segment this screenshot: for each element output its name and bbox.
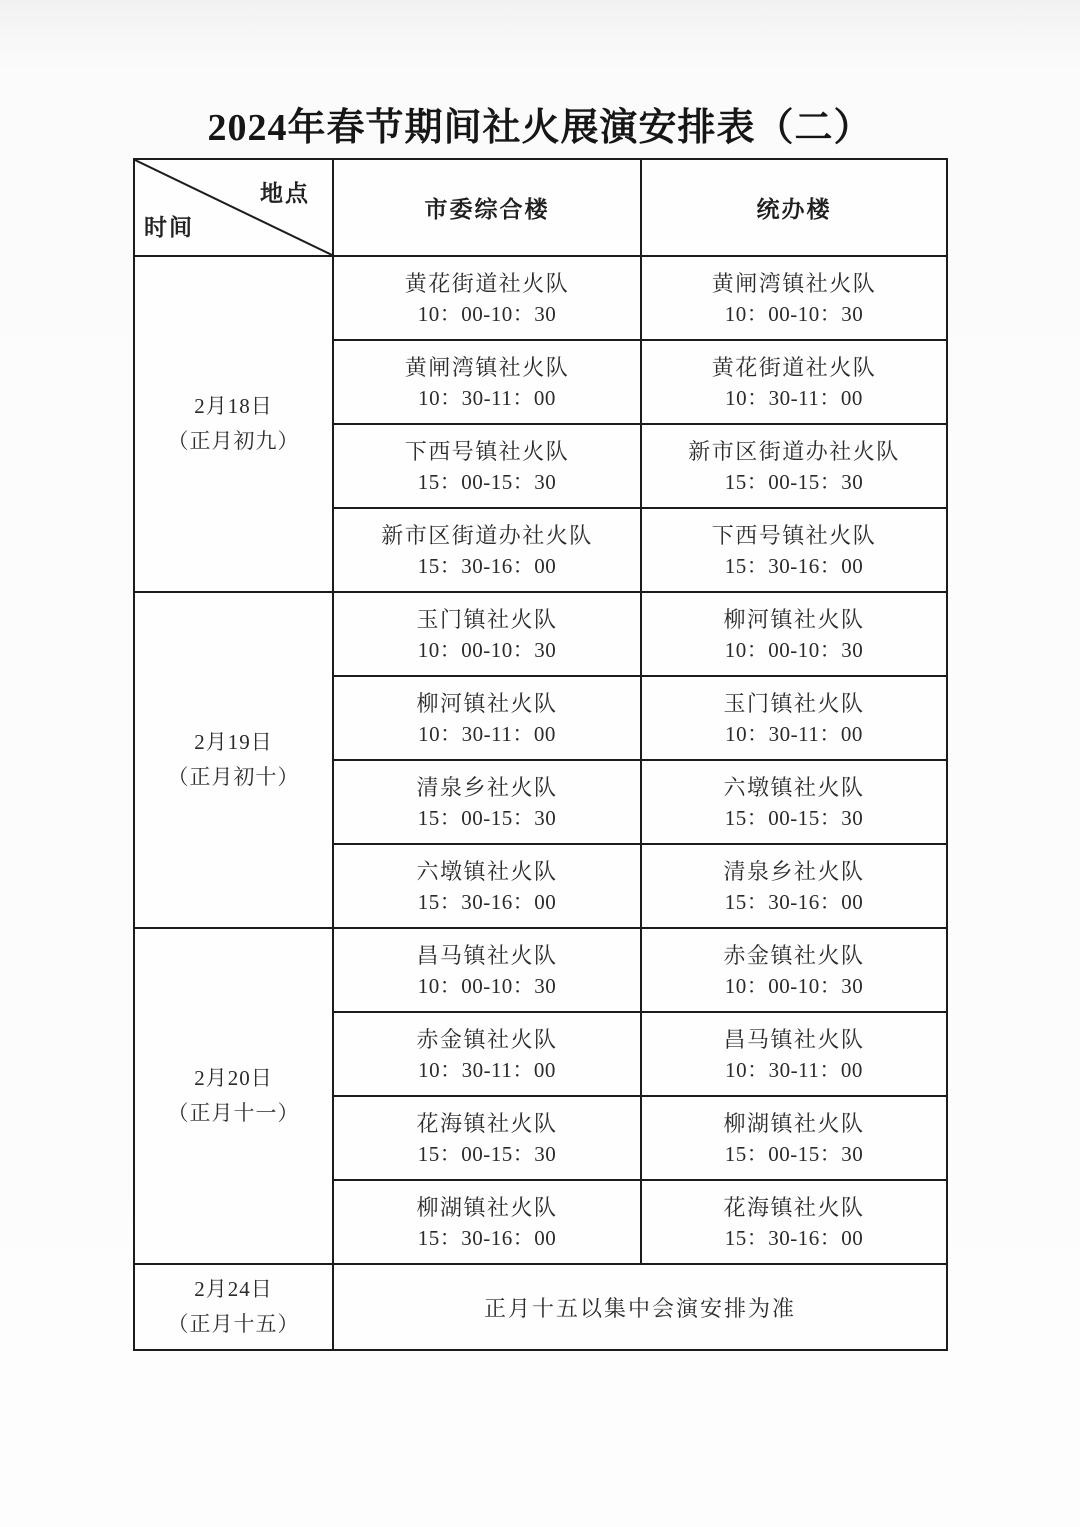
schedule-cell [333,1180,641,1264]
schedule-cell [333,256,641,340]
time-range: 10：00-10：30 [417,301,557,326]
schedule-cell [641,1096,947,1180]
team-name: 赤金镇社火队 [723,942,865,968]
time-range: 10：00-10：30 [417,637,557,662]
date-cell-feb19 [134,592,333,928]
team-name: 花海镇社火队 [416,1110,558,1136]
time-range: 15：00-15：30 [417,469,557,494]
team-name: 柳河镇社火队 [723,606,865,632]
schedule-cell [641,340,947,424]
team-name: 柳湖镇社火队 [723,1110,865,1136]
team-name: 柳河镇社火队 [416,690,558,716]
header-row [134,159,947,256]
schedule-cell [333,760,641,844]
corner-cell [134,159,333,256]
corner-label-place: 地点 [260,180,310,206]
date-cell-feb18 [134,256,333,592]
date-cell-feb20 [134,928,333,1264]
schedule-cell [641,256,947,340]
schedule-cell [641,424,947,508]
time-range: 10：30-11：00 [725,721,863,746]
festival-note-cell: 正月十五以集中会演安排为准 [333,1264,947,1350]
schedule-cell [333,424,641,508]
time-range: 15：30-16：00 [417,889,557,914]
team-name: 清泉乡社火队 [723,858,865,884]
schedule-cell [641,592,947,676]
team-name: 花海镇社火队 [723,1194,865,1220]
time-range: 15：30-16：00 [417,553,557,578]
corner-label-time: 时间 [144,214,194,240]
schedule-cell [641,760,947,844]
schedule-table [133,158,948,1351]
lunar-date-text: （正月十一） [167,1101,300,1125]
time-range: 10：30-11：00 [418,1057,556,1082]
schedule-cell [641,1180,947,1264]
schedule-cell [641,1012,947,1096]
time-range: 15：30-16：00 [417,1225,557,1250]
time-range: 10：30-11：00 [725,385,863,410]
time-range: 10：00-10：30 [724,973,864,998]
schedule-cell [333,592,641,676]
time-range: 15：00-15：30 [724,469,864,494]
table-row [134,928,947,1012]
page-title: 2024年春节期间社火展演安排表（二） [207,107,873,149]
schedule-cell [641,508,947,592]
date-text: 2月18日 [194,394,273,418]
time-range: 10：30-11：00 [418,385,556,410]
table-row [134,256,947,340]
time-range: 15：00-15：30 [417,1141,557,1166]
team-name: 昌马镇社火队 [416,942,558,968]
date-text: 2月24日 [194,1277,273,1301]
time-range: 10：00-10：30 [724,637,864,662]
column-header-tongban-building: 统办楼 [641,159,947,256]
team-name: 黄闸湾镇社火队 [404,354,570,380]
time-range: 10：00-10：30 [724,301,864,326]
time-range: 15：30-16：00 [724,553,864,578]
team-name: 玉门镇社火队 [723,690,865,716]
team-name: 黄闸湾镇社火队 [711,270,877,296]
time-range: 10：00-10：30 [417,973,557,998]
schedule-cell [333,1012,641,1096]
time-range: 15：00-15：30 [724,805,864,830]
team-name: 下西号镇社火队 [711,522,877,548]
lunar-date-text: （正月初九） [167,429,300,453]
lunar-date-text: （正月初十） [167,765,300,789]
footer-row [134,1264,947,1350]
time-range: 10：30-11：00 [418,721,556,746]
team-name: 六墩镇社火队 [723,774,865,800]
lunar-date-text: （正月十五） [167,1312,300,1336]
team-name: 赤金镇社火队 [416,1026,558,1052]
time-range: 15：00-15：30 [724,1141,864,1166]
schedule-cell [333,340,641,424]
team-name: 黄花街道社火队 [404,270,570,296]
schedule-cell [333,508,641,592]
team-name: 黄花街道社火队 [711,354,877,380]
team-name: 新市区街道办社火队 [688,438,900,464]
date-text: 2月20日 [194,1066,273,1090]
schedule-cell [333,928,641,1012]
team-name: 新市区街道办社火队 [381,522,593,548]
date-cell-feb24 [134,1264,333,1350]
table-row [134,592,947,676]
team-name: 六墩镇社火队 [416,858,558,884]
time-range: 15：00-15：30 [417,805,557,830]
team-name: 清泉乡社火队 [416,774,558,800]
schedule-cell [641,676,947,760]
schedule-cell [333,844,641,928]
schedule-cell [333,676,641,760]
team-name: 下西号镇社火队 [404,438,570,464]
time-range: 15：30-16：00 [724,1225,864,1250]
time-range: 10：30-11：00 [725,1057,863,1082]
date-text: 2月19日 [194,730,273,754]
column-header-shiwei-building: 市委综合楼 [333,159,641,256]
team-name: 柳湖镇社火队 [416,1194,558,1220]
schedule-cell [333,1096,641,1180]
schedule-cell [641,844,947,928]
time-range: 15：30-16：00 [724,889,864,914]
team-name: 昌马镇社火队 [723,1026,865,1052]
team-name: 玉门镇社火队 [416,606,558,632]
schedule-cell [641,928,947,1012]
